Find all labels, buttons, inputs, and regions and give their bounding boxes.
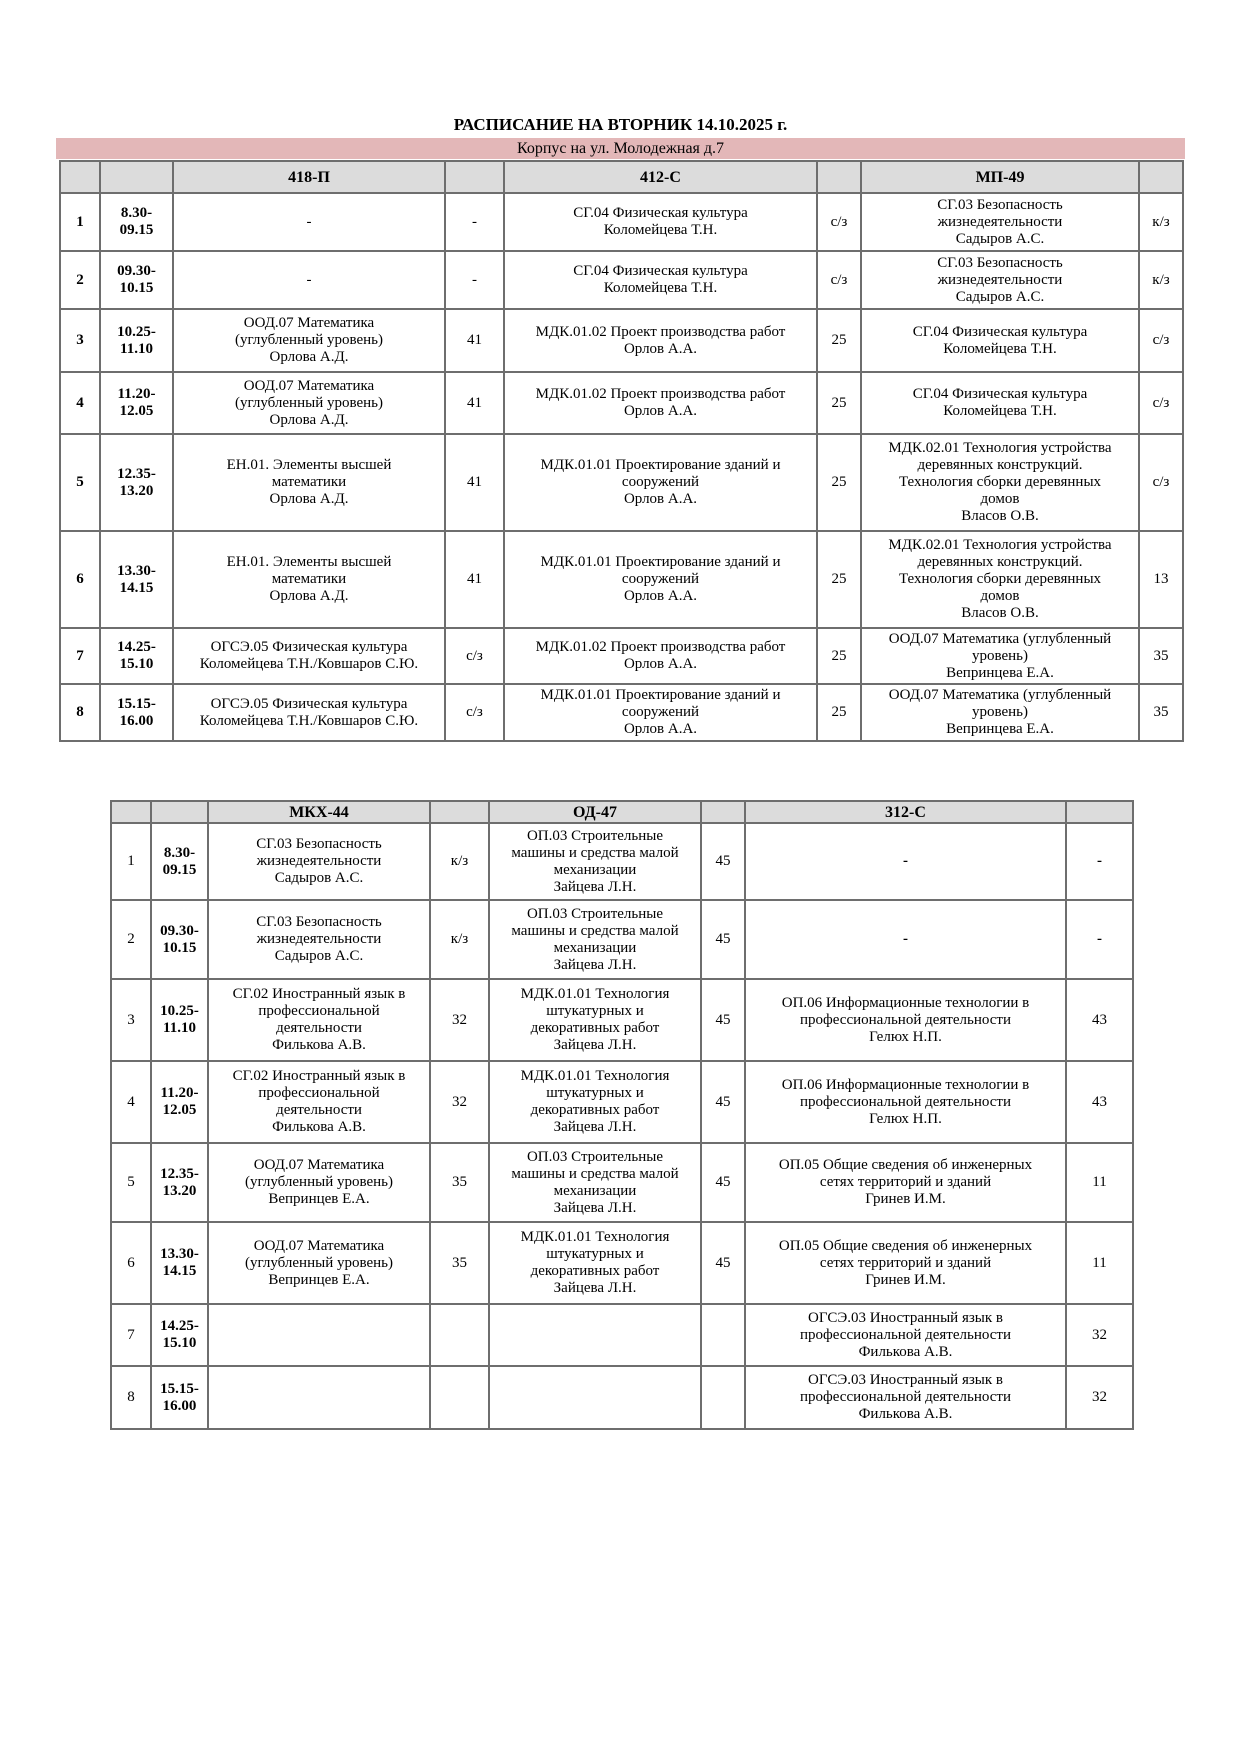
room-header — [430, 801, 489, 823]
subject-cell: СГ.03 Безопасность жизнедеятельности Садыров А.С. — [208, 900, 430, 979]
lesson-time: 11.20- 12.05 — [100, 372, 173, 434]
table-row — [111, 1143, 1133, 1222]
subject-cell: ОП.05 Общие сведения об инженерных сетях территорий и зданий Гринев И.М. — [745, 1143, 1066, 1222]
lesson-time: 13.30- 14.15 — [151, 1222, 208, 1304]
header-row — [60, 161, 1183, 193]
subject-cell: МДК.01.01 Технология штукатурных и декоративных работ Зайцева Л.Н. — [489, 1061, 701, 1143]
subject-cell — [208, 1304, 430, 1366]
room-cell: 41 — [445, 434, 504, 531]
room-cell: 11 — [1066, 1143, 1133, 1222]
lesson-number: 6 — [111, 1222, 151, 1304]
room-cell: с/з — [1139, 372, 1183, 434]
subject-cell: СГ.04 Физическая культура Коломейцева Т.Н. — [861, 372, 1139, 434]
subject-cell: ООД.07 Математика (углубленный уровень) Орлова А.Д. — [173, 372, 445, 434]
subject-cell: СГ.04 Физическая культура Коломейцева Т.Н. — [861, 309, 1139, 372]
table-row — [111, 1366, 1133, 1429]
page-title: РАСПИСАНИЕ НА ВТОРНИК 14.10.2025 г. — [453, 115, 788, 134]
lesson-time: 14.25- 15.10 — [151, 1304, 208, 1366]
table-row — [60, 684, 1183, 741]
subject-cell: МДК.01.02 Проект производства работ Орлов А.А. — [504, 309, 817, 372]
room-cell — [430, 1366, 489, 1429]
lesson-number: 4 — [111, 1061, 151, 1143]
room-header — [1066, 801, 1133, 823]
subject-cell: ООД.07 Математика (углубленный уровень) Вепринцева Е.А. — [861, 684, 1139, 741]
lesson-number: 2 — [111, 900, 151, 979]
subject-cell: ОГСЭ.05 Физическая культура Коломейцева Т.Н./Ковшаров С.Ю. — [173, 628, 445, 684]
subject-cell: СГ.03 Безопасность жизнедеятельности Садыров А.С. — [861, 251, 1139, 309]
lesson-number: 8 — [111, 1366, 151, 1429]
room-cell: к/з — [1139, 251, 1183, 309]
room-cell: с/з — [445, 684, 504, 741]
room-cell: 45 — [701, 1061, 745, 1143]
subject-cell: МДК.01.01 Проектирование зданий и сооружений Орлов А.А. — [504, 531, 817, 628]
lesson-time: 15.15- 16.00 — [100, 684, 173, 741]
subject-cell: ОП.06 Информационные технологии в профессиональной деятельности Гелюх Н.П. — [745, 1061, 1066, 1143]
table-row — [111, 1061, 1133, 1143]
room-cell — [701, 1304, 745, 1366]
lesson-number: 7 — [60, 628, 100, 684]
subject-cell: ОГСЭ.03 Иностранный язык в профессиональной деятельности Филькова А.В. — [745, 1304, 1066, 1366]
room-cell: 35 — [430, 1222, 489, 1304]
lesson-number: 5 — [111, 1143, 151, 1222]
subject-cell: МДК.01.01 Технология штукатурных и декоративных работ Зайцева Л.Н. — [489, 979, 701, 1061]
group-header: ОД-47 — [489, 801, 701, 823]
room-cell: 13 — [1139, 531, 1183, 628]
group-header: 312-С — [745, 801, 1066, 823]
subject-cell: ООД.07 Математика (углубленный уровень) Вепринцева Е.А. — [861, 628, 1139, 684]
lesson-time: 10.25- 11.10 — [100, 309, 173, 372]
lesson-time: 12.35- 13.20 — [151, 1143, 208, 1222]
subject-cell: СГ.02 Иностранный язык в профессиональной деятельности Филькова А.В. — [208, 1061, 430, 1143]
subject-cell: СГ.02 Иностранный язык в профессиональной деятельности Филькова А.В. — [208, 979, 430, 1061]
subject-cell: МДК.01.01 Проектирование зданий и сооружений Орлов А.А. — [504, 684, 817, 741]
subject-cell: СГ.04 Физическая культура Коломейцева Т.Н. — [504, 193, 817, 251]
group-header: МКХ-44 — [208, 801, 430, 823]
room-cell: 32 — [1066, 1304, 1133, 1366]
subject-cell: МДК.01.01 Проектирование зданий и сооружений Орлов А.А. — [504, 434, 817, 531]
room-cell: 25 — [817, 434, 861, 531]
subject-cell: - — [745, 900, 1066, 979]
lesson-time: 13.30- 14.15 — [100, 531, 173, 628]
room-cell: с/з — [817, 193, 861, 251]
room-header — [701, 801, 745, 823]
room-cell: - — [1066, 900, 1133, 979]
room-cell: с/з — [1139, 309, 1183, 372]
room-cell: 32 — [1066, 1366, 1133, 1429]
room-cell: 45 — [701, 900, 745, 979]
lesson-number: 5 — [60, 434, 100, 531]
room-cell: 25 — [817, 372, 861, 434]
subject-cell: - — [173, 193, 445, 251]
group-header: МП-49 — [861, 161, 1139, 193]
subject-cell: ООД.07 Математика (углубленный уровень) Орлова А.Д. — [173, 309, 445, 372]
room-cell: 43 — [1066, 1061, 1133, 1143]
room-cell: 45 — [701, 823, 745, 900]
room-cell: 32 — [430, 1061, 489, 1143]
room-cell: с/з — [445, 628, 504, 684]
lesson-time: 12.35- 13.20 — [100, 434, 173, 531]
room-cell: 45 — [701, 1143, 745, 1222]
room-cell: 35 — [430, 1143, 489, 1222]
subject-cell: МДК.02.01 Технология устройства деревянных конструкций. Технология сборки деревянных домов Власов О.В. — [861, 434, 1139, 531]
table-row — [111, 979, 1133, 1061]
room-cell: - — [445, 193, 504, 251]
table-row — [60, 628, 1183, 684]
lesson-time: 15.15- 16.00 — [151, 1366, 208, 1429]
lesson-number: 1 — [60, 193, 100, 251]
lesson-time: 8.30- 09.15 — [100, 193, 173, 251]
subject-cell — [489, 1304, 701, 1366]
room-cell: 45 — [701, 979, 745, 1061]
subject-cell: ОГСЭ.03 Иностранный язык в профессиональной деятельности Филькова А.В. — [745, 1366, 1066, 1429]
header-row — [111, 801, 1133, 823]
room-cell: с/з — [817, 251, 861, 309]
lesson-time: 14.25- 15.10 — [100, 628, 173, 684]
header-num — [60, 161, 100, 193]
lesson-time: 09.30- 10.15 — [100, 251, 173, 309]
subject-cell: ЕН.01. Элементы высшей математики Орлова А.Д. — [173, 434, 445, 531]
subject-cell: МДК.02.01 Технология устройства деревянных конструкций. Технология сборки деревянных домов Власов О.В. — [861, 531, 1139, 628]
schedule-table-1 — [59, 160, 1184, 742]
room-header — [1139, 161, 1183, 193]
room-cell: 25 — [817, 684, 861, 741]
lesson-time: 8.30- 09.15 — [151, 823, 208, 900]
subject-cell: ООД.07 Математика (углубленный уровень) Вепринцев Е.А. — [208, 1143, 430, 1222]
subject-cell: МДК.01.01 Технология штукатурных и декоративных работ Зайцева Л.Н. — [489, 1222, 701, 1304]
subject-cell: МДК.01.02 Проект производства работ Орлов А.А. — [504, 628, 817, 684]
subject-cell — [208, 1366, 430, 1429]
building-banner: Корпус на ул. Молодежная д.7 — [56, 138, 1185, 159]
header-num — [111, 801, 151, 823]
table-row — [60, 434, 1183, 531]
lesson-time: 10.25- 11.10 — [151, 979, 208, 1061]
room-cell — [701, 1366, 745, 1429]
table-row — [60, 193, 1183, 251]
room-cell: к/з — [430, 900, 489, 979]
subject-cell: ОП.03 Строительные машины и средства малой механизации Зайцева Л.Н. — [489, 900, 701, 979]
lesson-number: 8 — [60, 684, 100, 741]
room-cell: 25 — [817, 628, 861, 684]
lesson-number: 7 — [111, 1304, 151, 1366]
table-row — [60, 309, 1183, 372]
lesson-time: 11.20- 12.05 — [151, 1061, 208, 1143]
room-cell: - — [1066, 823, 1133, 900]
lesson-number: 3 — [111, 979, 151, 1061]
room-cell: 41 — [445, 372, 504, 434]
room-cell: 25 — [817, 531, 861, 628]
subject-cell — [489, 1366, 701, 1429]
subject-cell: - — [745, 823, 1066, 900]
room-cell: 43 — [1066, 979, 1133, 1061]
subject-cell: СГ.03 Безопасность жизнедеятельности Садыров А.С. — [861, 193, 1139, 251]
room-header — [445, 161, 504, 193]
group-header: 418-П — [173, 161, 445, 193]
header-time — [151, 801, 208, 823]
room-cell: к/з — [430, 823, 489, 900]
room-cell: - — [445, 251, 504, 309]
lesson-time: 09.30- 10.15 — [151, 900, 208, 979]
room-cell: 41 — [445, 531, 504, 628]
subject-cell: ОГСЭ.05 Физическая культура Коломейцева Т.Н./Ковшаров С.Ю. — [173, 684, 445, 741]
subject-cell: ОП.03 Строительные машины и средства малой механизации Зайцева Л.Н. — [489, 1143, 701, 1222]
room-cell — [430, 1304, 489, 1366]
lesson-number: 6 — [60, 531, 100, 628]
room-cell: к/з — [1139, 193, 1183, 251]
subject-cell: МДК.01.02 Проект производства работ Орлов А.А. — [504, 372, 817, 434]
lesson-number: 2 — [60, 251, 100, 309]
table-row — [60, 372, 1183, 434]
room-cell: 41 — [445, 309, 504, 372]
table-row — [111, 900, 1133, 979]
room-cell: с/з — [1139, 434, 1183, 531]
table-row — [60, 531, 1183, 628]
subject-cell: ЕН.01. Элементы высшей математики Орлова А.Д. — [173, 531, 445, 628]
room-cell: 45 — [701, 1222, 745, 1304]
subject-cell: СГ.03 Безопасность жизнедеятельности Садыров А.С. — [208, 823, 430, 900]
room-cell: 35 — [1139, 628, 1183, 684]
lesson-number: 3 — [60, 309, 100, 372]
room-header — [817, 161, 861, 193]
room-cell: 32 — [430, 979, 489, 1061]
room-cell: 35 — [1139, 684, 1183, 741]
lesson-number: 1 — [111, 823, 151, 900]
subject-cell: - — [173, 251, 445, 309]
lesson-number: 4 — [60, 372, 100, 434]
subject-cell: ОП.06 Информационные технологии в профессиональной деятельности Гелюх Н.П. — [745, 979, 1066, 1061]
subject-cell: ООД.07 Математика (углубленный уровень) Вепринцев Е.А. — [208, 1222, 430, 1304]
table-row — [60, 251, 1183, 309]
table-row — [111, 823, 1133, 900]
group-header: 412-С — [504, 161, 817, 193]
header-time — [100, 161, 173, 193]
subject-cell: СГ.04 Физическая культура Коломейцева Т.Н. — [504, 251, 817, 309]
room-cell: 11 — [1066, 1222, 1133, 1304]
subject-cell: ОП.03 Строительные машины и средства малой механизации Зайцева Л.Н. — [489, 823, 701, 900]
schedule-table-2 — [110, 800, 1134, 1430]
table-row — [111, 1304, 1133, 1366]
room-cell: 25 — [817, 309, 861, 372]
subject-cell: ОП.05 Общие сведения об инженерных сетях территорий и зданий Гринев И.М. — [745, 1222, 1066, 1304]
table-row — [111, 1222, 1133, 1304]
